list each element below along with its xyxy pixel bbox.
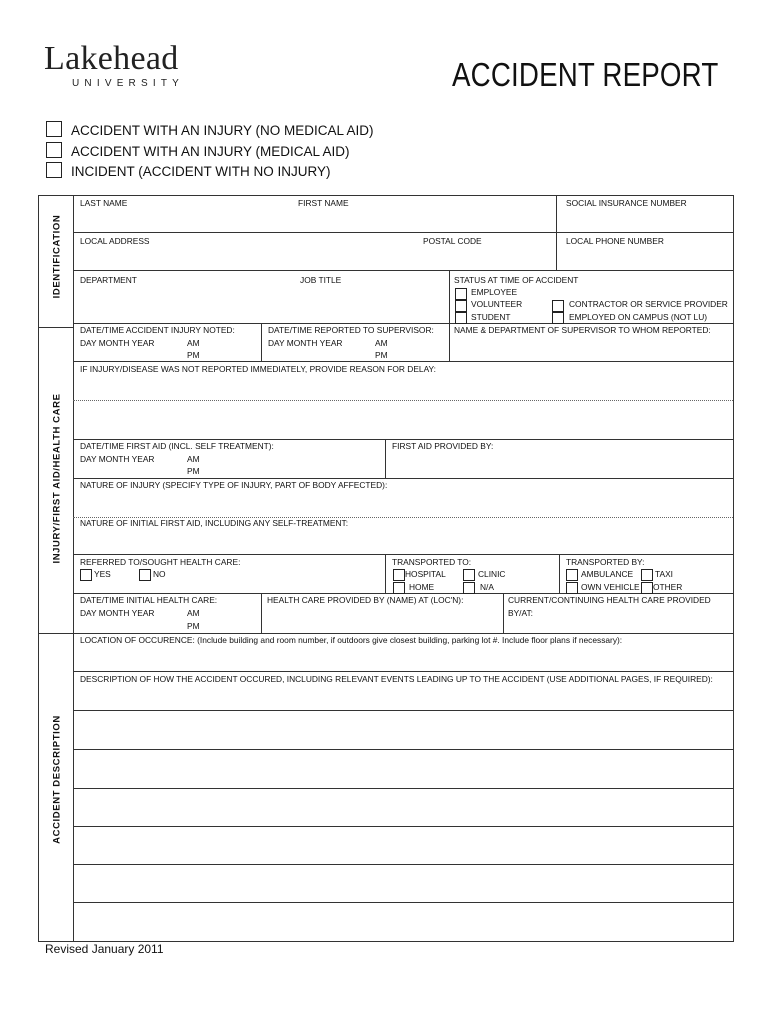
- revision-footer: Revised January 2011: [45, 942, 164, 956]
- last-name-label: LAST NAME: [80, 198, 128, 208]
- am-label: AM: [187, 608, 200, 618]
- pm-label: PM: [375, 350, 388, 360]
- option-label: INCIDENT (ACCIDENT WITH NO INJURY): [71, 164, 331, 179]
- hospital-checkbox[interactable]: [393, 569, 405, 581]
- row-line: [73, 361, 733, 362]
- hospital-label: HOSPITAL: [405, 569, 446, 579]
- column-line: [385, 439, 386, 478]
- column-line: [385, 554, 386, 593]
- continuing-care-label: CURRENT/CONTINUING HEALTH CARE PROVIDED: [508, 595, 711, 605]
- reason-delay-label: IF INJURY/DISEASE WAS NOT REPORTED IMMEDIATELY, PROVIDE REASON FOR DELAY:: [80, 364, 437, 374]
- column-line: [559, 554, 560, 593]
- am-label: AM: [375, 338, 388, 348]
- volunteer-checkbox[interactable]: [455, 300, 467, 312]
- university-logo: Lakehead: [44, 40, 179, 77]
- row-line: [73, 826, 733, 827]
- nature-injury-label: NATURE OF INJURY (SPECIFY TYPE OF INJURY, PART OF BODY AFFECTED):: [80, 480, 388, 490]
- own-vehicle-checkbox[interactable]: [566, 582, 578, 594]
- column-line: [503, 593, 504, 633]
- local-phone-label: LOCAL PHONE NUMBER: [566, 236, 664, 246]
- dt-reported-label: DATE/TIME REPORTED TO SUPERVISOR:: [268, 325, 434, 335]
- column-line: [449, 323, 450, 361]
- column-line: [449, 270, 450, 323]
- other-checkbox[interactable]: [641, 582, 653, 594]
- student-label: STUDENT: [471, 312, 511, 322]
- contractor-label: CONTRACTOR OR SERVICE PROVIDER: [569, 299, 728, 309]
- no-label: NO: [153, 569, 166, 579]
- referred-label: REFERRED TO/SOUGHT HEALTH CARE:: [80, 557, 241, 567]
- employed-campus-checkbox[interactable]: [552, 312, 564, 324]
- transported-by-label: TRANSPORTED BY:: [566, 557, 645, 567]
- continuing-care-label-2: BY/AT:: [508, 608, 533, 618]
- first-name-label: FIRST NAME: [298, 198, 349, 208]
- row-line: [73, 710, 733, 711]
- option-label: ACCIDENT WITH AN INJURY (NO MEDICAL AID): [71, 123, 374, 138]
- checkbox-icon[interactable]: [46, 162, 62, 178]
- volunteer-label: VOLUNTEER: [471, 299, 523, 309]
- row-line: [73, 864, 733, 865]
- row-line: [73, 400, 733, 401]
- taxi-checkbox[interactable]: [641, 569, 653, 581]
- am-label: AM: [187, 338, 200, 348]
- home-label: HOME: [409, 582, 435, 592]
- dt-health-care-label: DATE/TIME INITIAL HEALTH CARE:: [80, 595, 218, 605]
- row-line: [73, 270, 733, 271]
- university-logo-subtext: UNIVERSITY: [72, 78, 185, 89]
- pm-label: PM: [187, 350, 200, 360]
- section-divider: [39, 633, 73, 634]
- section-column-divider: [73, 196, 74, 941]
- page-title: ACCIDENT REPORT: [452, 56, 719, 93]
- home-checkbox[interactable]: [393, 582, 405, 594]
- option-injury-no-medical-aid[interactable]: [46, 121, 374, 138]
- description-label: DESCRIPTION OF HOW THE ACCIDENT OCCURED, INCLUDING RELEVANT EVENTS LEADING UP TO THE ACCIDENT (USE ADDITIONAL PAGES, IF REQUIRED):: [80, 674, 713, 684]
- supervisor-label: NAME & DEPARTMENT OF SUPERVISOR TO WHOM REPORTED:: [454, 325, 711, 335]
- clinic-checkbox[interactable]: [463, 569, 475, 581]
- transported-to-label: TRANSPORTED TO:: [392, 557, 472, 567]
- employee-label: EMPLOYEE: [471, 287, 518, 297]
- pm-label: PM: [187, 466, 200, 476]
- yes-label: YES: [94, 569, 111, 579]
- pm-label: PM: [187, 621, 200, 631]
- day-month-year-label: DAY MONTH YEAR: [268, 338, 343, 348]
- checkbox-icon[interactable]: [46, 121, 62, 137]
- column-line: [261, 593, 262, 633]
- day-month-year-label: DAY MONTH YEAR: [80, 454, 155, 464]
- employee-checkbox[interactable]: [455, 288, 467, 300]
- checkbox-icon[interactable]: [46, 142, 62, 158]
- ambulance-checkbox[interactable]: [566, 569, 578, 581]
- section-divider: [39, 327, 73, 328]
- job-title-label: JOB TITLE: [300, 275, 342, 285]
- row-line: [73, 232, 733, 233]
- column-line: [261, 323, 262, 361]
- day-month-year-label: DAY MONTH YEAR: [80, 608, 155, 618]
- ambulance-label: AMBULANCE: [581, 569, 634, 579]
- column-line: [556, 196, 557, 270]
- other-label: OTHER: [653, 582, 683, 592]
- section-identification: IDENTIFICATION: [51, 214, 63, 299]
- yes-checkbox[interactable]: [80, 569, 92, 581]
- dt-injury-noted-label: DATE/TIME ACCIDENT INJURY NOTED:: [80, 325, 235, 335]
- no-checkbox[interactable]: [139, 569, 151, 581]
- postal-code-label: POSTAL CODE: [423, 236, 482, 246]
- own-vehicle-label: OWN VEHICLE: [581, 582, 640, 592]
- nature-first-aid-label: NATURE OF INITIAL FIRST AID, INCLUDING ANY SELF-TREATMENT:: [80, 518, 349, 528]
- accident-report-form: [38, 195, 734, 942]
- employed-campus-label: EMPLOYED ON CAMPUS (NOT LU): [569, 312, 708, 322]
- section-injury-first-aid: INJURY/FIRST AID/HEALTH CARE: [51, 393, 63, 564]
- dt-first-aid-label: DATE/TIME FIRST AID (INCL. SELF TREATMENT):: [80, 441, 274, 451]
- row-line: [73, 749, 733, 750]
- row-line: [73, 554, 733, 555]
- sin-label: SOCIAL INSURANCE NUMBER: [566, 198, 687, 208]
- first-aid-by-label: FIRST AID PROVIDED BY:: [392, 441, 494, 451]
- status-label: STATUS AT TIME OF ACCIDENT: [454, 275, 579, 285]
- option-incident-no-injury[interactable]: [46, 162, 331, 179]
- option-label: ACCIDENT WITH AN INJURY (MEDICAL AID): [71, 144, 350, 159]
- clinic-label: CLINIC: [478, 569, 506, 579]
- contractor-checkbox[interactable]: [552, 300, 564, 312]
- local-address-label: LOCAL ADDRESS: [80, 236, 150, 246]
- row-line: [73, 788, 733, 789]
- student-checkbox[interactable]: [455, 312, 467, 324]
- row-line: [73, 671, 733, 672]
- am-label: AM: [187, 454, 200, 464]
- health-care-by-label: HEALTH CARE PROVIDED BY (NAME) AT (LOC'N):: [267, 595, 464, 605]
- option-injury-medical-aid[interactable]: [46, 142, 350, 159]
- day-month-year-label: DAY MONTH YEAR: [80, 338, 155, 348]
- location-label: LOCATION OF OCCURENCE: (Include building and room number, if outdoors give closest building, parking lot #. Include floor plans if necessary):: [80, 635, 623, 645]
- row-line: [73, 902, 733, 903]
- na-checkbox[interactable]: [463, 582, 475, 594]
- section-accident-description: ACCIDENT DESCRIPTION: [51, 715, 63, 844]
- department-label: DEPARTMENT: [80, 275, 137, 285]
- na-label: N/A: [480, 582, 494, 592]
- taxi-label: TAXI: [655, 569, 673, 579]
